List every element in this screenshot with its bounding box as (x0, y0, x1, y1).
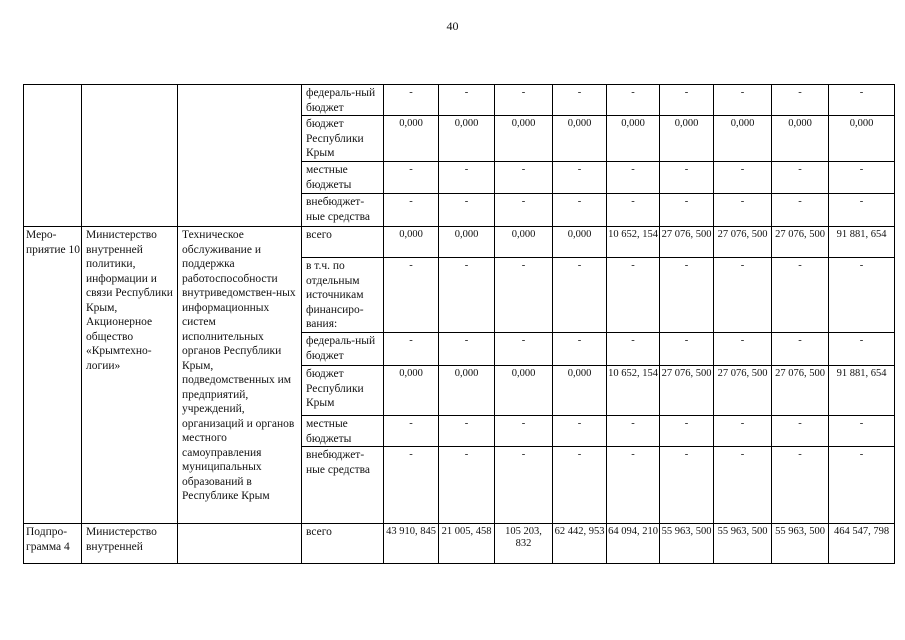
amount-cell: - (660, 162, 714, 194)
funding-source-cell: внебюджет-ные средства (302, 447, 384, 524)
amount-cell: - (384, 258, 439, 333)
amount-cell: - (772, 194, 829, 227)
amount-cell: - (495, 85, 553, 116)
amount-cell: 0,000 (439, 227, 495, 258)
amount-cell: 0,000 (439, 366, 495, 416)
amount-cell: 0,000 (714, 116, 772, 162)
amount-cell: - (660, 258, 714, 333)
amount-cell: - (384, 447, 439, 524)
funding-source-cell: в т.ч. по отдельным источникам финансиро-вания: (302, 258, 384, 333)
amount-cell: 0,000 (495, 227, 553, 258)
amount-cell: - (495, 162, 553, 194)
executor-cell-empty (82, 85, 178, 227)
amount-cell: 0,000 (607, 116, 660, 162)
amount-cell: - (439, 85, 495, 116)
amount-cell: - (553, 333, 607, 366)
amount-cell: - (439, 162, 495, 194)
funding-source-cell: бюджет Республики Крым (302, 366, 384, 416)
amount-cell: 55 963, 500 (660, 524, 714, 564)
amount-cell: - (553, 447, 607, 524)
amount-cell: - (714, 85, 772, 116)
amount-cell: - (607, 258, 660, 333)
amount-cell: - (829, 85, 895, 116)
amount-cell: 0,000 (495, 366, 553, 416)
amount-cell: - (660, 416, 714, 447)
amount-cell: - (829, 194, 895, 227)
amount-cell: - (439, 447, 495, 524)
amount-cell: - (553, 258, 607, 333)
amount-cell: - (714, 416, 772, 447)
amount-cell: - (829, 447, 895, 524)
amount-cell: 0,000 (384, 116, 439, 162)
amount-cell: - (772, 333, 829, 366)
amount-cell: 62 442, 953 (553, 524, 607, 564)
funding-source-cell: федераль-ный бюджет (302, 85, 384, 116)
amount-cell: - (384, 416, 439, 447)
funding-source-cell: внебюджет-ные средства (302, 194, 384, 227)
table-row (24, 524, 895, 564)
amount-cell: - (714, 258, 772, 333)
amount-cell: 0,000 (660, 116, 714, 162)
amount-cell: 0,000 (553, 366, 607, 416)
amount-cell: 91 881, 654 (829, 227, 895, 258)
amount-cell: 91 881, 654 (829, 366, 895, 416)
amount-cell: - (495, 258, 553, 333)
amount-cell: - (714, 447, 772, 524)
amount-cell: - (660, 447, 714, 524)
amount-cell: 0,000 (772, 116, 829, 162)
amount-cell: - (439, 333, 495, 366)
amount-cell: - (384, 333, 439, 366)
amount-cell: 43 910, 845 (384, 524, 439, 564)
amount-cell: - (553, 85, 607, 116)
amount-cell: 0,000 (439, 116, 495, 162)
table-row (24, 227, 895, 258)
description-cell: Техническое обслуживание и поддержка работоспособности внутриведомствен-ных информационных систем исполнительных органов Республики Крым, подведомственных им предприятий, учреждений, организаций и органов местного самоуправления муниципальных образований в Республике Крым (178, 227, 302, 524)
amount-cell: 27 076, 500 (772, 227, 829, 258)
amount-cell: - (772, 258, 829, 333)
amount-cell: - (660, 85, 714, 116)
amount-cell: - (829, 416, 895, 447)
description-cell-empty (178, 85, 302, 227)
amount-cell: - (607, 85, 660, 116)
amount-cell: - (660, 194, 714, 227)
executor-cell: Министерство внутренней (82, 524, 178, 564)
amount-cell: 0,000 (553, 116, 607, 162)
funding-source-cell: местные бюджеты (302, 162, 384, 194)
amount-cell: 0,000 (384, 366, 439, 416)
amount-cell: - (772, 162, 829, 194)
amount-cell: - (772, 416, 829, 447)
amount-cell: 27 076, 500 (714, 366, 772, 416)
amount-cell: - (553, 162, 607, 194)
table-body (24, 85, 895, 564)
amount-cell: 105 203, 832 (495, 524, 553, 564)
amount-cell: - (772, 447, 829, 524)
measure-name-cell-empty (24, 85, 82, 227)
page-number: 40 (446, 19, 459, 33)
amount-cell: - (553, 416, 607, 447)
amount-cell: - (829, 333, 895, 366)
amount-cell: 0,000 (829, 116, 895, 162)
amount-cell: 27 076, 500 (714, 227, 772, 258)
amount-cell: - (607, 447, 660, 524)
executor-cell: Министерство внутренней политики, информации и связи Республики Крым, Акционерное общество «Крымтехно-логии» (82, 227, 178, 524)
subprogram-name-cell: Подпро-грамма 4 (24, 524, 82, 564)
amount-cell: 0,000 (553, 227, 607, 258)
amount-cell: 27 076, 500 (660, 366, 714, 416)
amount-cell: - (829, 162, 895, 194)
funding-source-cell: местные бюджеты (302, 416, 384, 447)
amount-cell: 55 963, 500 (772, 524, 829, 564)
amount-cell: - (607, 333, 660, 366)
funding-source-cell: федераль-ный бюджет (302, 333, 384, 366)
table-row (24, 85, 895, 116)
amount-cell: 464 547, 798 (829, 524, 895, 564)
description-cell (178, 524, 302, 564)
amount-cell: 27 076, 500 (660, 227, 714, 258)
funding-source-cell: бюджет Республики Крым (302, 116, 384, 162)
funding-source-cell: всего (302, 227, 384, 258)
amount-cell: 10 652, 154 (607, 227, 660, 258)
amount-cell: - (495, 194, 553, 227)
amount-cell: 55 963, 500 (714, 524, 772, 564)
amount-cell: 0,000 (384, 227, 439, 258)
funding-source-cell: всего (302, 524, 384, 564)
amount-cell: - (607, 162, 660, 194)
amount-cell: - (439, 416, 495, 447)
amount-cell: - (772, 85, 829, 116)
budget-table (23, 84, 895, 564)
amount-cell: - (384, 194, 439, 227)
amount-cell: - (495, 416, 553, 447)
amount-cell: - (829, 258, 895, 333)
amount-cell: - (439, 194, 495, 227)
amount-cell: 21 005, 458 (439, 524, 495, 564)
amount-cell: - (714, 333, 772, 366)
amount-cell: - (553, 194, 607, 227)
amount-cell: - (714, 194, 772, 227)
measure-name-cell: Меро-приятие 10 (24, 227, 82, 524)
amount-cell: - (660, 333, 714, 366)
amount-cell: - (607, 194, 660, 227)
amount-cell: - (714, 162, 772, 194)
amount-cell: - (384, 162, 439, 194)
amount-cell: - (607, 416, 660, 447)
amount-cell: 64 094, 210 (607, 524, 660, 564)
amount-cell: - (495, 447, 553, 524)
amount-cell: 0,000 (495, 116, 553, 162)
amount-cell: - (495, 333, 553, 366)
amount-cell: - (439, 258, 495, 333)
amount-cell: 10 652, 154 (607, 366, 660, 416)
amount-cell: - (384, 85, 439, 116)
amount-cell: 27 076, 500 (772, 366, 829, 416)
